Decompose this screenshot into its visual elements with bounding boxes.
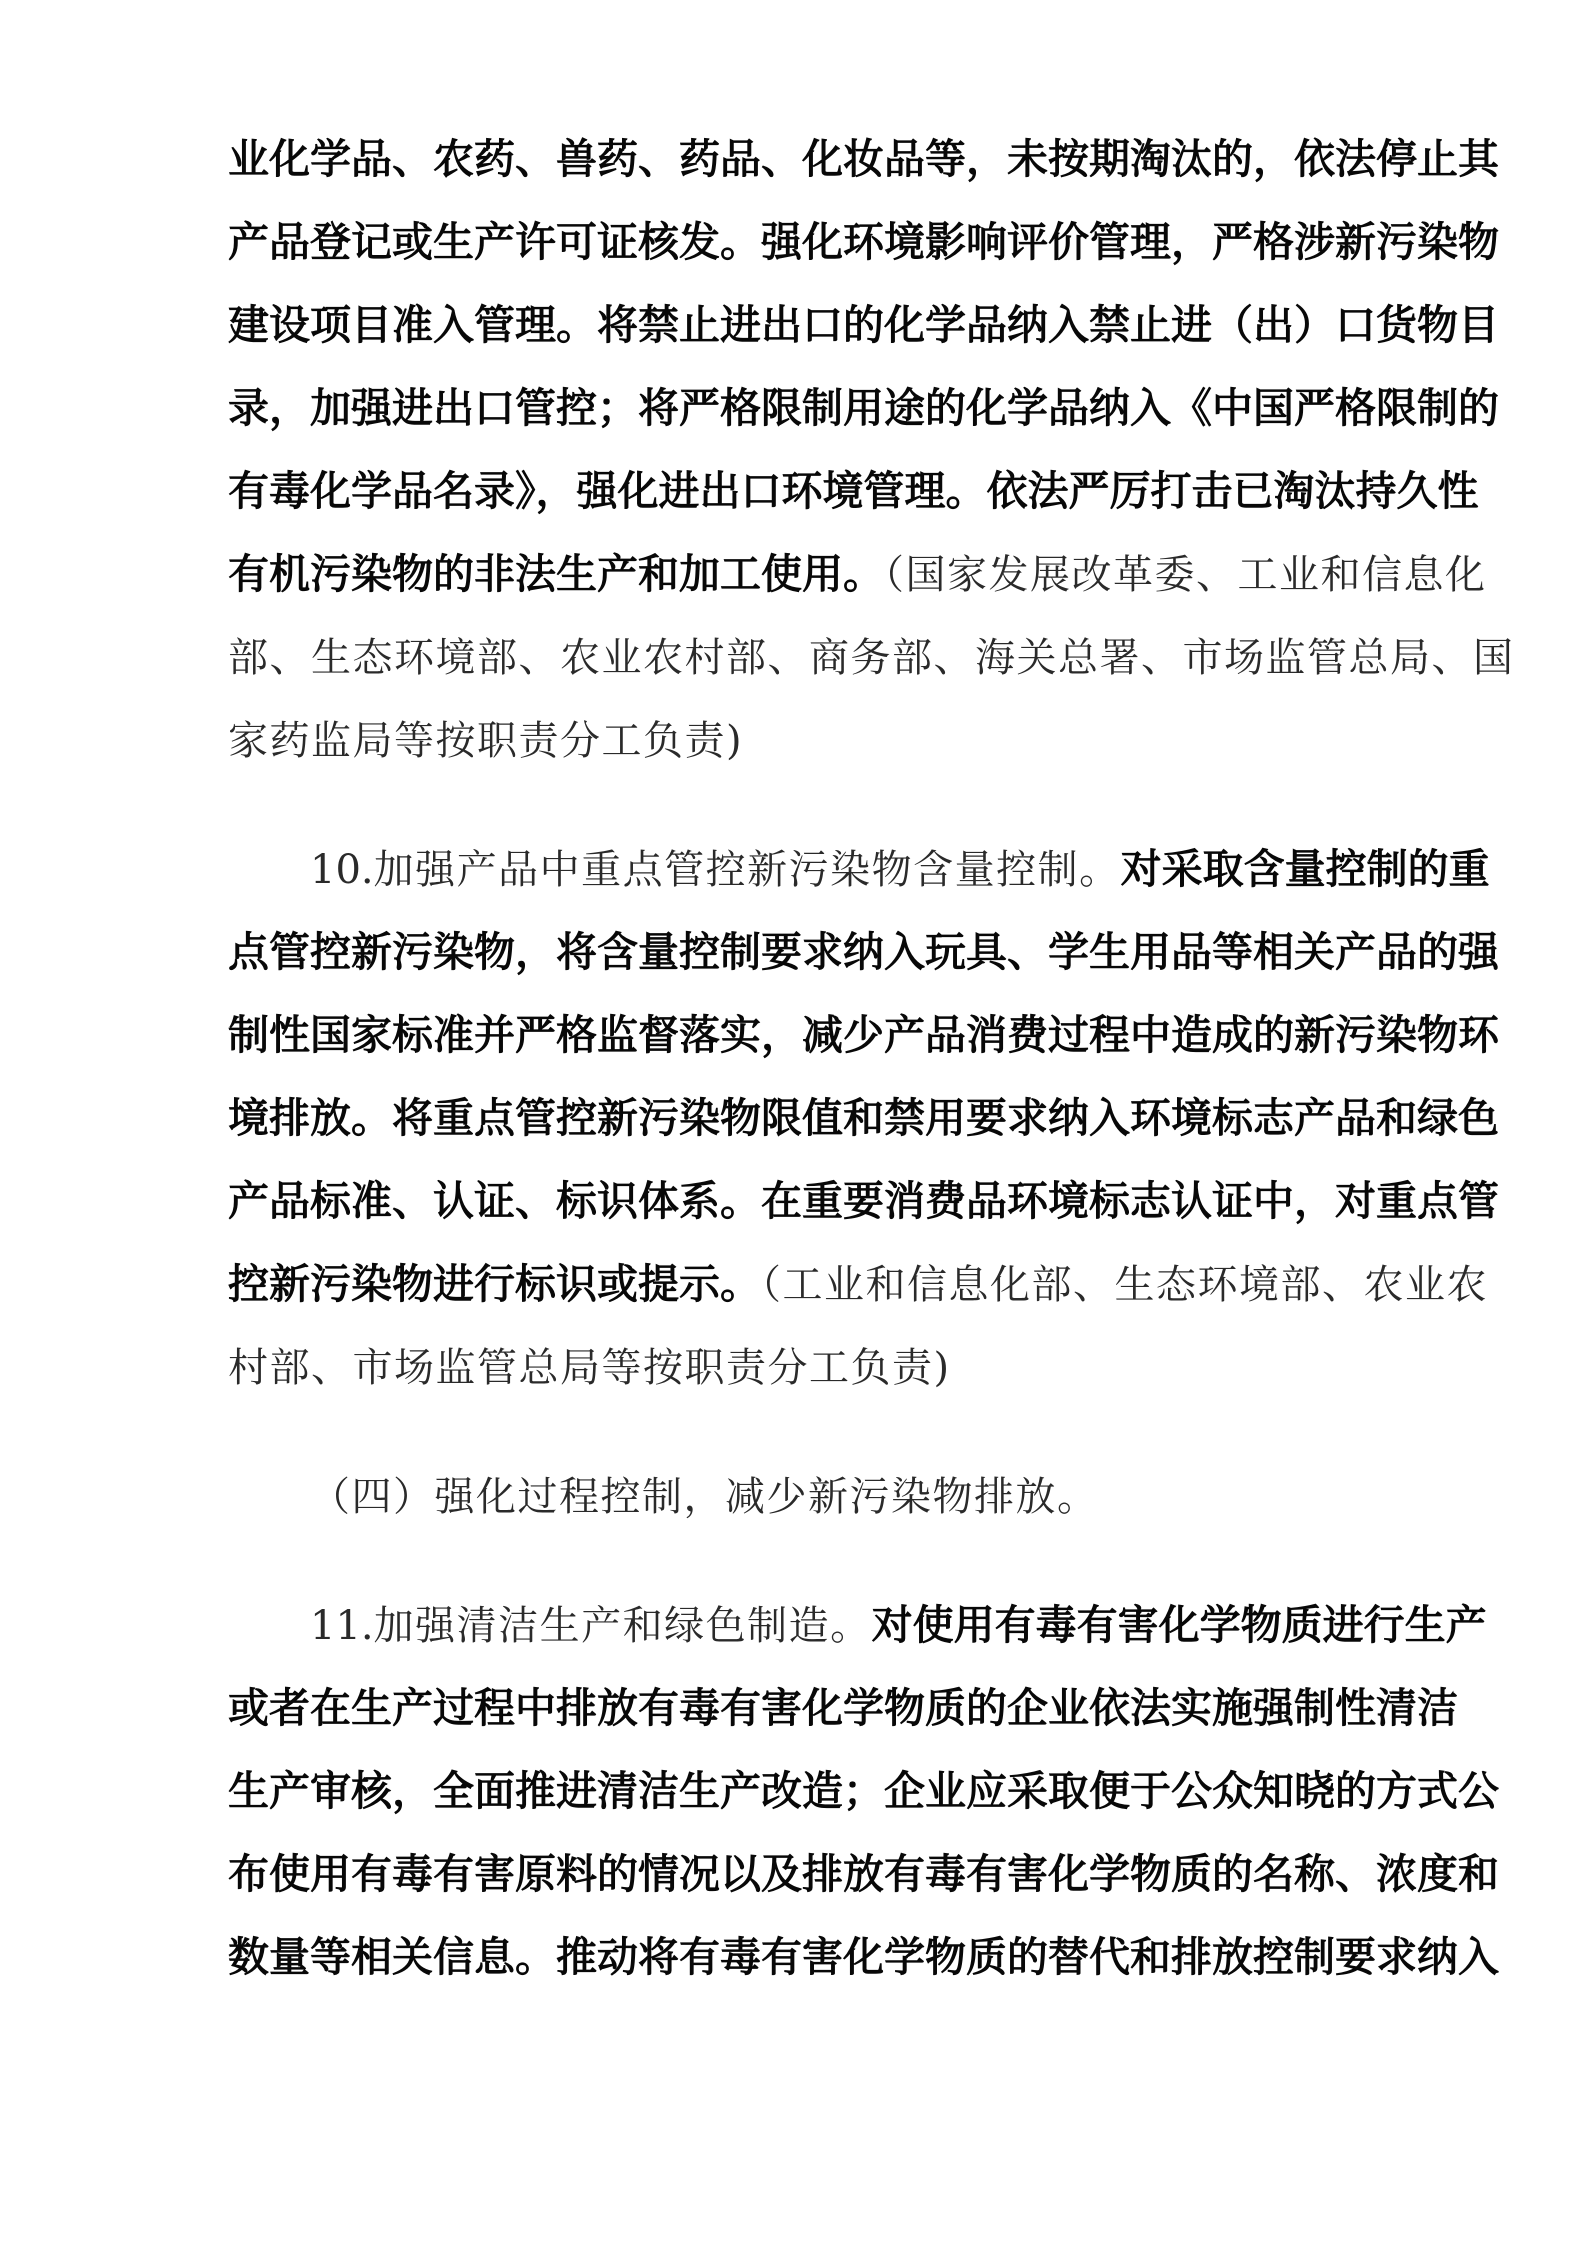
annotation-text-run: 部、生态环境部、农业农村部、商务部、海关总署、市场监管总局、国 [228, 635, 1515, 681]
text-line [228, 699, 1368, 782]
section-heading [228, 1455, 1368, 1538]
annotation-text-run: 加强产品中重点管控新污染物含量控制。 [373, 847, 1121, 893]
body-text-run: 对使用有毒有害化学物质进行生产 [871, 1601, 1487, 1649]
text-line [228, 1455, 1368, 1538]
annotation-text-run: 村部、市场监管总局等按职责分工负责) [228, 1345, 951, 1391]
text-line [228, 1667, 1458, 1750]
text-line [228, 616, 1515, 699]
annotation-text-run: （工业和信息化部、生态环境部、农业农 [761, 1262, 1488, 1308]
body-text-run: 产品标准、认证、标识体系。在重要消费品环境标志认证中，对重点管 [228, 1177, 1499, 1225]
document-body [228, 118, 1515, 1999]
body-text-run: 数量等相关信息。推动将有毒有害化学物质的替代和排放控制要求纳入 [228, 1933, 1499, 1981]
text-line [228, 1077, 1499, 1160]
text-line [228, 1160, 1499, 1243]
text-line [228, 118, 1499, 201]
body-text-run: 生产审核，全面推进清洁生产改造；企业应采取便于公众知晓的方式公 [228, 1767, 1499, 1815]
text-line [228, 1326, 1368, 1409]
paragraph [228, 828, 1499, 1409]
text-line [228, 911, 1499, 994]
body-text-run: 境排放。将重点管控新污染物限值和禁用要求纳入环境标志产品和绿色 [228, 1094, 1499, 1142]
text-line [228, 994, 1499, 1077]
annotation-text-run: 11. [310, 1603, 374, 1649]
body-text-run: 或者在生产过程中排放有毒有害化学物质的企业依法实施强制性清洁 [228, 1684, 1458, 1732]
body-text-run: 产品登记或生产许可证核发。强化环境影响评价管理，严格涉新污染物 [228, 218, 1499, 266]
paragraph-gap [228, 782, 1368, 828]
annotation-text-run: （四）强化过程控制，减少新污染物排放。 [310, 1474, 1099, 1520]
text-line [228, 533, 1487, 616]
body-text-run: 制性国家标准并严格监督落实，减少产品消费过程中造成的新污染物环 [228, 1011, 1499, 1059]
body-text-run: 控新污染物进行标识或提示。 [228, 1260, 761, 1308]
body-text-run: 有机污染物的非法生产和加工使用。 [228, 550, 884, 598]
text-line [228, 284, 1499, 367]
text-line [228, 201, 1499, 284]
paragraph-gap [228, 1538, 1368, 1584]
text-line [228, 1750, 1499, 1833]
text-line [228, 1584, 1487, 1667]
paragraph-gap [228, 1409, 1368, 1455]
body-text-run: 业化学品、农药、兽药、药品、化妆品等，未按期淘汰的，依法停止其 [228, 135, 1499, 183]
body-text-run: 录，加强进出口管控；将严格限制用途的化学品纳入《中国严格限制的 [228, 384, 1499, 432]
text-line [228, 828, 1490, 911]
body-text-run: 有毒化学品名录》，强化进出口环境管理。依法严厉打击已淘汰持久性 [228, 467, 1479, 515]
text-line [228, 367, 1499, 450]
annotation-text-run: 家药监局等按职责分工负责) [228, 718, 744, 764]
text-line [228, 1833, 1499, 1916]
paragraph [228, 1584, 1499, 1999]
text-line [228, 1243, 1488, 1326]
body-text-run: 点管控新污染物，将含量控制要求纳入玩具、学生用品等相关产品的强 [228, 928, 1499, 976]
body-text-run: 建设项目准入管理。将禁止进出口的化学品纳入禁止进（出）口货物目 [228, 301, 1499, 349]
text-line [228, 450, 1479, 533]
body-text-run: 布使用有毒有害原料的情况以及排放有毒有害化学物质的名称、浓度和 [228, 1850, 1499, 1898]
paragraph [228, 118, 1515, 782]
annotation-text-run: 10. [310, 847, 374, 893]
annotation-text-run: 加强清洁生产和绿色制造。 [373, 1603, 872, 1649]
annotation-text-run: （国家发展改革委、工业和信息化 [884, 552, 1487, 598]
text-line [228, 1916, 1499, 1999]
body-text-run: 对采取含量控制的重 [1120, 845, 1490, 893]
